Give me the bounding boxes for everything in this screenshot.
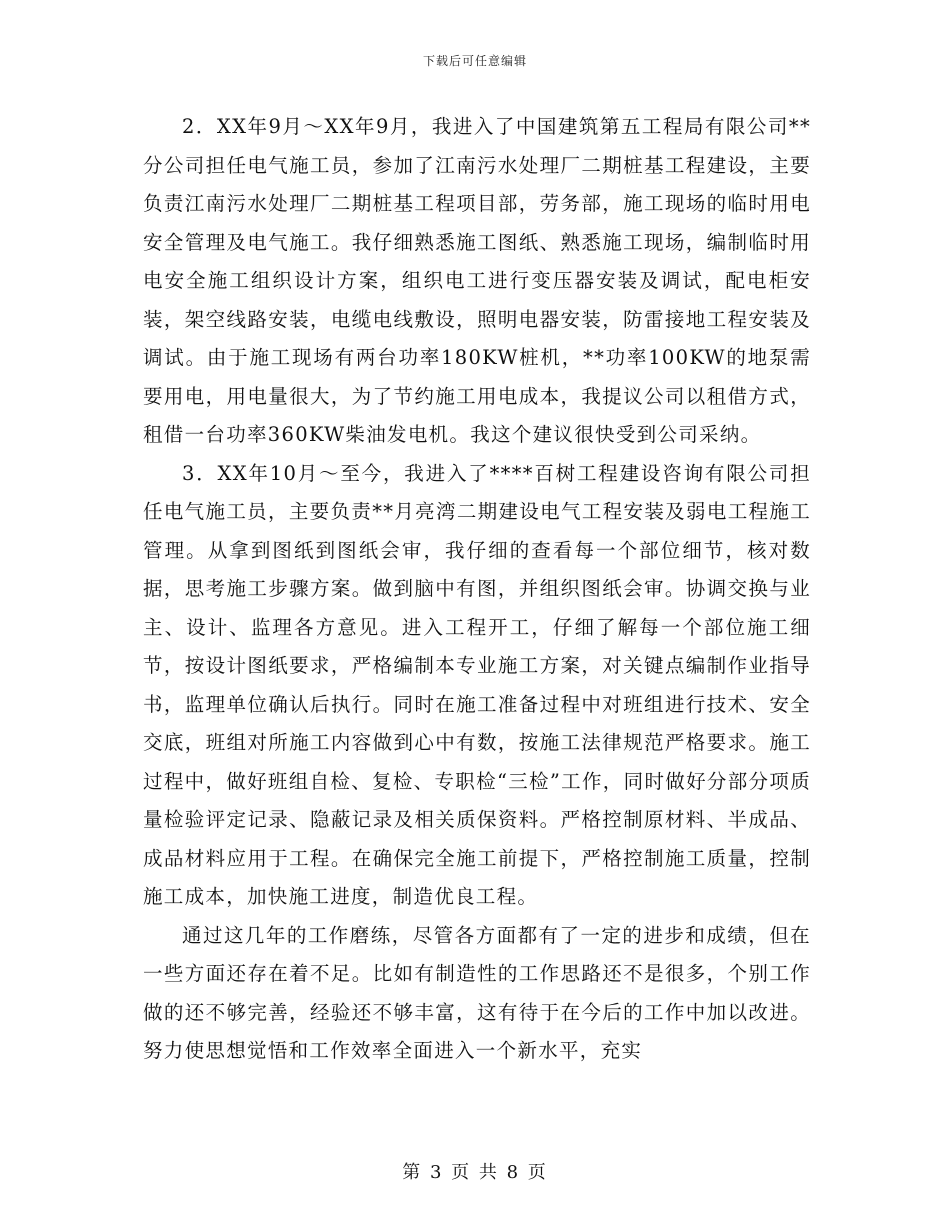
paragraph-work-experience-3: 3．XX年10月～至今，我进入了****百树工程建设咨询有限公司担任电气施工员，主要负责**月亮湾二期建设电气工程安装及弱电工程施工管理。从拿到图纸到图纸会审，我仔细的查看每一个部位细节，核对数据，思考施工步骤方案。做到脑中有图，并组织图纸会审。协调交换与业主、设计、监理各方意见。进入工程开工，仔细了解每一个部位施工细节，按设计图纸要求，严格编制本专业施工方案，对关键点编制作业指导书，监理单位确认后执行。同时在施工准备过程中对班组进行技术、安全交底，班组对所施工内容做到心中有数，按施工法律规范严格要求。施工过程中，做好班组自检、复检、专职检“三检”工作，同时做好分部分项质量检验评定记录、隐蔽记录及相关质保资料。严格控制原材料、半成品、成品材料应用于工程。在确保完全施工前提下，严格控制施工质量，控制施工成本，加快施工进度，制造优良工程。: [143, 461, 811, 908]
page-header: 下载后可任意编辑: [422, 54, 527, 68]
paragraph-work-experience-2: 2．XX年9月～XX年9月，我进入了中国建筑第五工程局有限公司**分公司担任电气施工员，参加了江南污水处理厂二期桩基工程建设，主要负责江南污水处理厂二期桩基工程项目部，劳务部，施工现场的临时用电安全管理及电气施工。我仔细熟悉施工图纸、熟悉施工现场，编制临时用电安全施工组织设计方案，组织电工进行变压器安装及调试，配电柜安装，架空线路安装，电缆电线敷设，照明电器安装，防雷接地工程安装及调试。由于施工现场有两台功率180KW桩机，**功率100KW的地泵需要用电，用电量很大，为了节约施工用电成本，我提议公司以租借方式，租借一台功率360KW柴油发电机。我这个建议很快受到公司采纳。: [143, 115, 811, 446]
paragraph-self-assessment: 通过这几年的工作磨练，尽管各方面都有了一定的进步和成绩，但在一些方面还存在着不足。比如有制造性的工作思路还不是很多，个别工作做的还不够完善，经验还不够丰富，这有待于在今后的工作中加以改进。努力使思想觉悟和工作效率全面进入一个新水平，充实: [143, 923, 811, 1062]
page-footer-page-number: 第 3 页 共 8 页: [402, 1162, 548, 1183]
document-body: [143, 108, 811, 1071]
